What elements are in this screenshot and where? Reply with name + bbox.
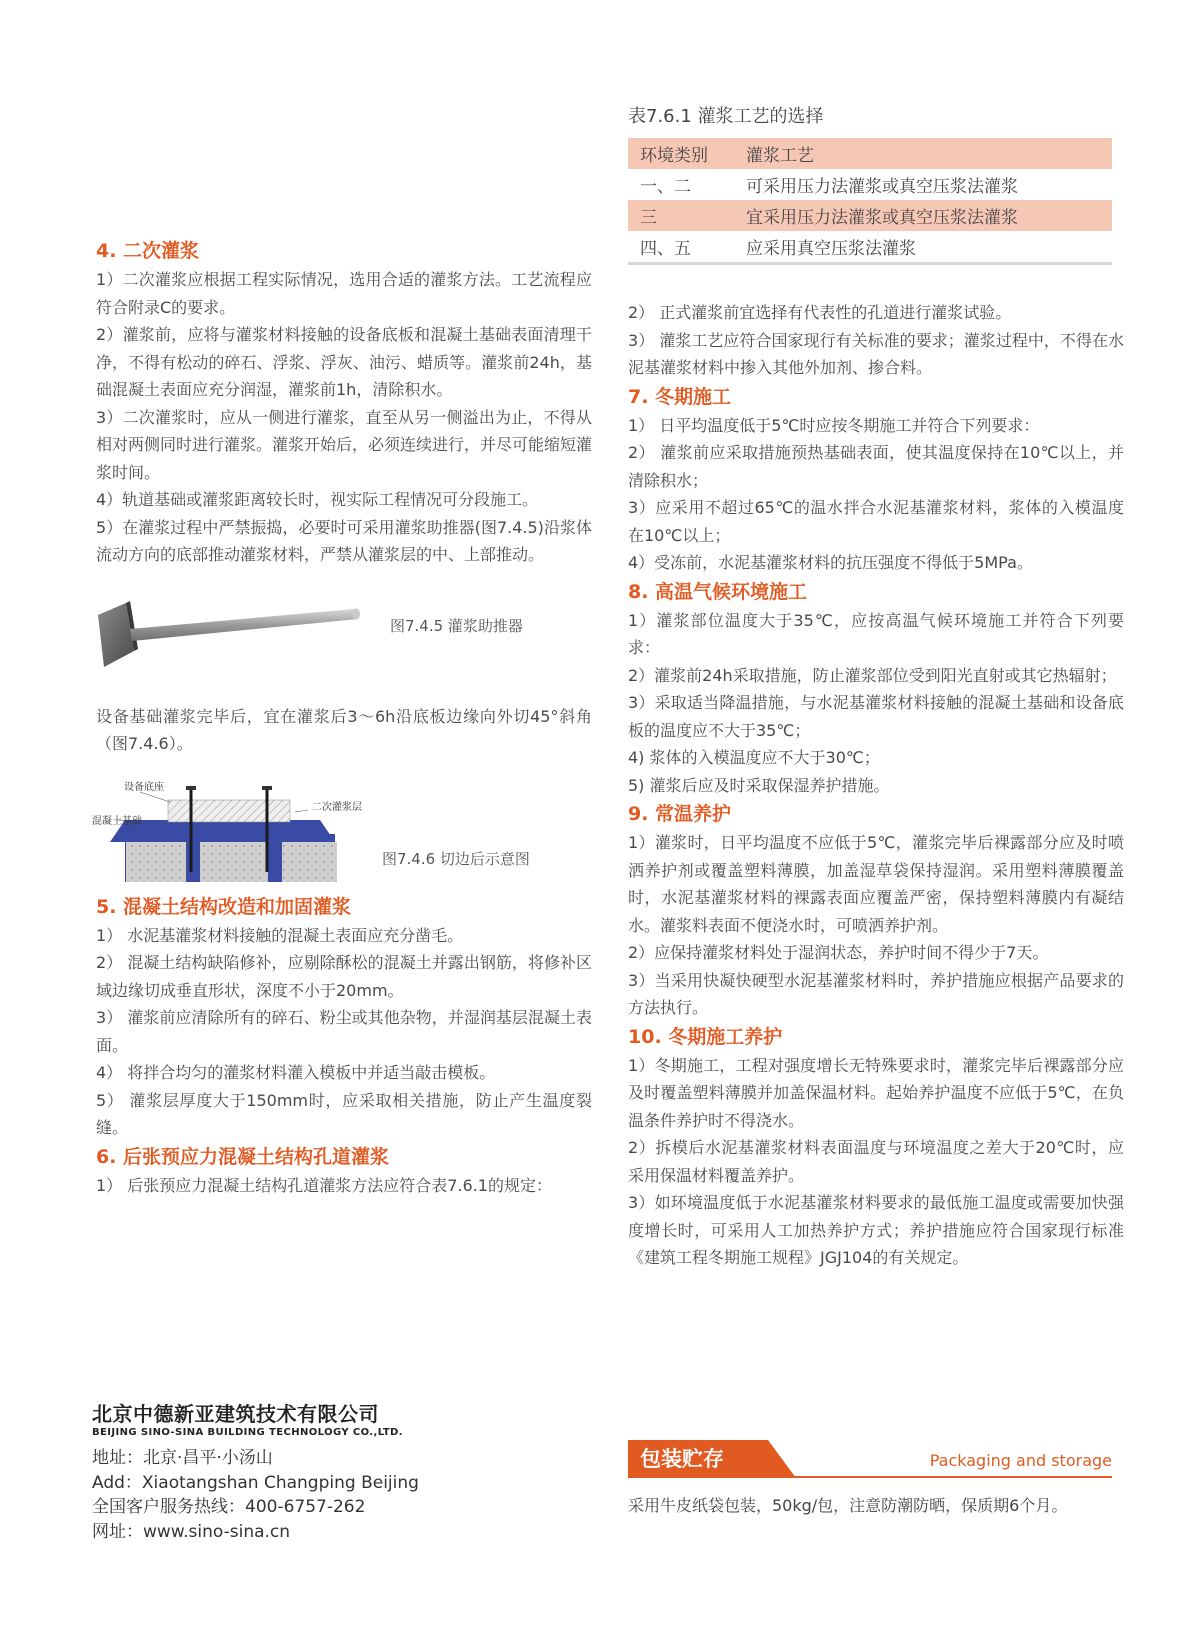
table-cell: 三 (628, 200, 734, 231)
section-9-title: 9. 常温养护 (628, 803, 732, 825)
s8-item-1: 1）灌浆部位温度大于35℃，应按高温气候环境施工并符合下列要求： (628, 610, 1124, 657)
s8-item-5: 5) 灌浆后应及时采取保湿养护措施。 (628, 775, 890, 795)
table-cell: 可采用压力法灌浆或真空压浆法灌浆 (746, 177, 1018, 197)
s9-item-1: 1）灌浆时，日平均温度不应低于5℃，灌浆完毕后裸露部分应及时喷洒养护剂或覆盖塑料薄膜，加盖湿草袋保持湿润。采用塑料薄膜覆盖时，水泥基灌浆材料的裸露表面应覆盖严密，保持塑料薄膜内有凝结水。灌浆料表面不便浇水时，可喷洒养护剂。 (628, 833, 1124, 935)
s8-item-2: 2）灌浆前24h采取措施，防止灌浆部位受到阳光直射或其它热辐射； (628, 665, 1117, 685)
table-header-cell: 灌浆工艺 (734, 138, 1112, 169)
s9-item-2: 2）应保持灌浆材料处于湿润状态，养护时间不得少于7天。 (628, 943, 1049, 962)
s4-item-3: 3）二次灌浆时，应从一侧进行灌浆，直至从另一侧溢出为止，不得从相对两侧同时进行灌浆。灌浆开始后，必须连续进行，并尽可能缩短灌浆时间。 (96, 407, 593, 482)
left-column (92, 236, 593, 1199)
s5-item-3: 3） 灌浆前应清除所有的碎石、粉尘或其他杂物，并湿润基层混凝土表面。 (96, 1008, 592, 1055)
table-cell: 应采用真空压浆法灌浆 (746, 239, 916, 259)
grout-pusher-image (96, 595, 366, 675)
cut-edge-paragraph: 设备基础灌浆完毕后，宜在灌浆后3～6h沿底板边缘向外切45°斜角（图7.4.6）。 (96, 706, 592, 753)
s7-item-1: 1） 日平均温度低于5℃时应按冬期施工并符合下列要求： (628, 415, 1040, 435)
section-5-title: 5. 混凝土结构改造和加固灌浆 (96, 895, 352, 918)
s9-item-3: 3）当采用快凝快硬型水泥基灌浆材料时，养护措施应根据产品要求的方法执行。 (628, 970, 1124, 1017)
right-column (628, 104, 1124, 1272)
table-cell: 宜采用压力法灌浆或真空压浆法灌浆 (734, 200, 1112, 231)
s7-item-4: 4）受冻前，水泥基灌浆材料的抗压强度不得低于5MPa。 (628, 553, 1033, 572)
packaging-banner (628, 1440, 1112, 1478)
address-cn: 地址：北京·昌平·小汤山 (92, 1448, 273, 1468)
table-row (628, 169, 1112, 200)
section-4-title: 4. 二次灌浆 (96, 240, 200, 262)
s4-item-2: 2）灌浆前，应将与灌浆材料接触的设备底板和混凝土基础表面清理干净，不得有松动的碎石、浮浆、浮灰、油污、蜡质等。灌浆前24h，基础混凝土表面应充分润湿，灌浆前1h，清除积水。 (96, 325, 592, 399)
company-info (92, 1402, 512, 1544)
service-hotline: 全国客户服务热线：400-6757-262 (92, 1497, 366, 1517)
s7-item-3: 3）应采用不超过65℃的温水拌合水泥基灌浆材料，浆体的入模温度在10℃以上； (628, 498, 1124, 545)
figure-7-4-5-caption: 图7.4.5 灌浆助推器 (390, 616, 523, 635)
s8-item-3: 3）采取适当降温措施，与水泥基灌浆材料接触的混凝土基础和设备底板的温度应不大于35℃； (628, 693, 1124, 740)
s10-item-3: 3）如环境温度低于水泥基灌浆材料要求的最低施工温度或需要加快强度增长时，可采用人工加热养护方式；养护措施应符合国家现行标准《建筑工程冬期施工规程》JGJ104的有关规定。 (628, 1193, 1124, 1267)
s10-item-2: 2）拆模后水泥基灌浆材料表面温度与环境温度之差大于20℃时，应采用保温材料覆盖养护。 (628, 1138, 1124, 1185)
section-10-title: 10. 冬期施工养护 (628, 1025, 783, 1048)
section-7-title: 7. 冬期施工 (628, 385, 732, 408)
packaging-divider (628, 1476, 1112, 1478)
s5-item-2: 2） 混凝土结构缺陷修补，应剔除酥松的混凝土并露出钢筋，将修补区域边缘切成垂直形状，深度不小于20mm。 (96, 953, 592, 1000)
section-8-title: 8. 高温气候环境施工 (628, 580, 808, 603)
s6-item-1: 1） 后张预应力混凝土结构孔道灌浆方法应符合表7.6.1的规定： (96, 1175, 552, 1195)
s4-item-5: 5）在灌浆过程中严禁振捣，必要时可采用灌浆助推器(图7.4.5)沿浆体流动方向的底部推动灌浆材料，严禁从灌浆层的中、上部推动。 (96, 517, 592, 564)
s6-item-2: 2） 正式灌浆前宜选择有代表性的孔道进行灌浆试验。 (628, 303, 1012, 322)
company-name-en: BEIJING SINO-SINA BUILDING TECHNOLOGY CO.,LTD. (92, 1427, 403, 1438)
s5-item-1: 1） 水泥基灌浆材料接触的混凝土表面应充分凿毛。 (96, 925, 464, 945)
table-caption: 表7.6.1 灌浆工艺的选择 (628, 106, 824, 127)
packaging-text: 采用牛皮纸袋包装，50kg/包，注意防潮防晒，保质期6个月。 (628, 1496, 1068, 1515)
s4-item-1: 1）二次灌浆应根据工程实际情况，选用合适的灌浆方法。工艺流程应符合附录C的要求。 (96, 270, 592, 317)
section-6-title: 6. 后张预应力混凝土结构孔道灌浆 (96, 1145, 390, 1168)
figure-7-4-6-caption: 图7.4.6 切边后示意图 (382, 849, 530, 868)
label-grout-layer: 二次灌浆层 (312, 801, 362, 813)
table-row (628, 231, 1112, 264)
packaging-title-cn: 包装贮存 (640, 1447, 724, 1471)
table-row (628, 200, 1112, 231)
table-header-row (628, 138, 1112, 169)
s5-item-5: 5） 灌浆层厚度大于150mm时，应采取相关措施，防止产生温度裂缝。 (96, 1090, 592, 1137)
table-cell: 一、二 (640, 177, 691, 197)
grouting-process-table (628, 138, 1112, 265)
s5-item-4: 4） 将拌合均匀的灌浆材料灌入模板中并适当敲击模板。 (96, 1063, 496, 1082)
s7-item-2: 2） 灌浆前应采取措施预热基础表面，使其温度保持在10℃以上，并清除积水； (628, 443, 1124, 490)
table-cell: 四、五 (640, 239, 691, 259)
figure-7-4-5 (96, 589, 592, 689)
table-header-cell: 环境类别 (628, 138, 734, 169)
label-equipment-base: 设备底座 (124, 781, 164, 793)
website-link[interactable]: 网址：www.sino-sina.cn (92, 1521, 291, 1542)
company-name-cn: 北京中德新亚建筑技术有限公司 (92, 1402, 379, 1426)
packaging-title-en: Packaging and storage (929, 1451, 1112, 1470)
label-concrete-foundation: 混凝土基础 (92, 815, 142, 827)
s10-item-1: 1）冬期施工，工程对强度增长无特殊要求时，灌浆完毕后裸露部分应及时覆盖塑料薄膜并加盖保温材料。起始养护温度不应低于5℃，在负温条件养护时不得浇水。 (628, 1055, 1124, 1130)
address-en: Add：Xiaotangshan Changping Beijing (92, 1472, 419, 1493)
s4-item-4: 4）轨道基础或灌浆距离较长时，视实际工程情况可分段施工。 (96, 490, 539, 509)
figure-7-4-6 (92, 772, 592, 888)
s8-item-4: 4) 浆体的入模温度应不大于30℃； (628, 748, 880, 767)
s6-item-3: 3） 灌浆工艺应符合国家现行有关标准的要求；灌浆过程中，不得在水泥基灌浆材料中掺入其他外加剂、掺合料。 (628, 330, 1124, 377)
